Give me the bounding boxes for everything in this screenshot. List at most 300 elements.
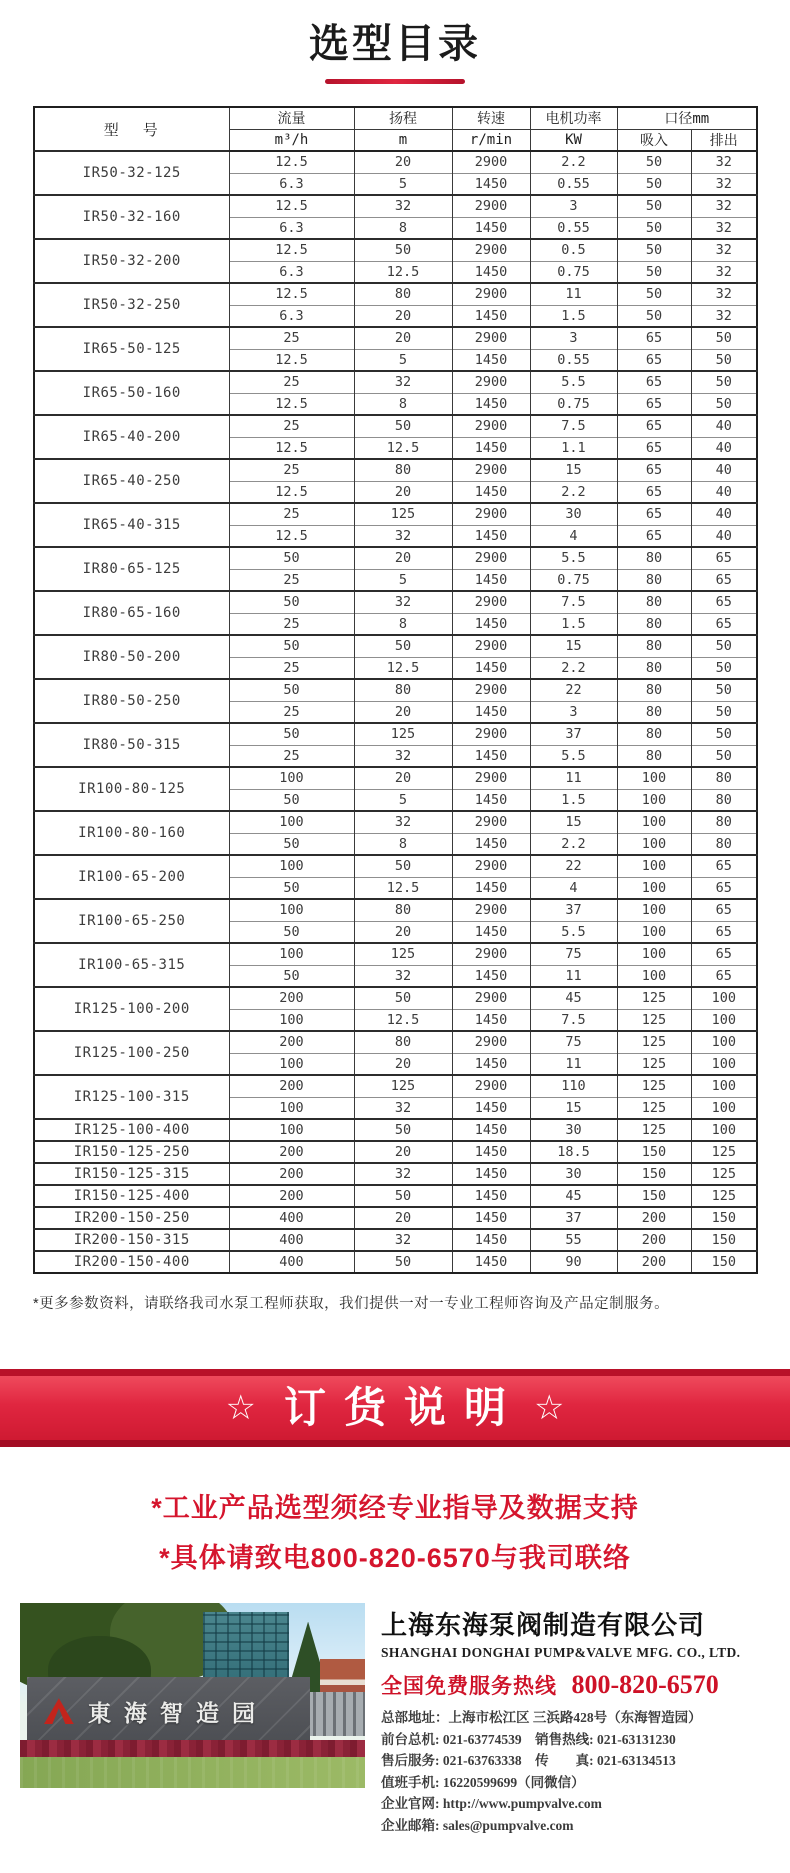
table-cell: 2900: [452, 723, 530, 745]
table-cell: 65: [617, 327, 691, 349]
table-cell: 8: [354, 393, 452, 415]
table-cell: 5: [354, 173, 452, 195]
table-cell: 65: [617, 459, 691, 481]
model-cell: IR150-125-315: [34, 1163, 229, 1185]
table-row: [34, 811, 757, 833]
model-cell: IR200-150-250: [34, 1207, 229, 1229]
table-row: [34, 723, 757, 745]
table-cell: 125: [354, 503, 452, 525]
table-cell: 65: [617, 371, 691, 393]
table-cell: 32: [691, 151, 757, 173]
table-cell: 0.55: [530, 349, 617, 371]
table-cell: 1450: [452, 261, 530, 283]
table-cell: 65: [691, 613, 757, 635]
table-cell: 125: [354, 723, 452, 745]
footnote: *更多参数资料，请联络我司水泵工程师获取，我们提供一对一专业工程师咨询及产品定制服务。: [33, 1296, 670, 1312]
table-cell: 80: [617, 723, 691, 745]
table-cell: 2900: [452, 987, 530, 1009]
sign-text: 東海智造园: [88, 1700, 268, 1726]
table-cell: 45: [530, 987, 617, 1009]
table-cell: 80: [617, 569, 691, 591]
table-row: [34, 1163, 757, 1185]
table-row: [34, 1031, 757, 1053]
table-cell: 50: [691, 745, 757, 767]
order-banner: [0, 1369, 790, 1447]
table-cell: 2.2: [530, 657, 617, 679]
table-cell: 11: [530, 283, 617, 305]
table-cell: 32: [691, 173, 757, 195]
model-cell: IR50-32-200: [34, 239, 229, 283]
table-cell: 20: [354, 305, 452, 327]
table-cell: 18.5: [530, 1141, 617, 1163]
table-cell: 2.2: [530, 833, 617, 855]
table-cell: 40: [691, 415, 757, 437]
table-cell: 0.5: [530, 239, 617, 261]
table-cell: 80: [617, 657, 691, 679]
table-cell: 5.5: [530, 371, 617, 393]
table-cell: 1450: [452, 1185, 530, 1207]
table-cell: 100: [617, 855, 691, 877]
table-cell: 1450: [452, 1163, 530, 1185]
table-cell: 20: [354, 767, 452, 789]
table-row: [34, 1251, 757, 1273]
table-cell: 20: [354, 1207, 452, 1229]
hotline-number: 800-820-6570: [571, 1670, 719, 1699]
table-cell: 400: [229, 1229, 354, 1251]
table-cell: 25: [229, 459, 354, 481]
table-cell: 200: [229, 1163, 354, 1185]
table-cell: 2900: [452, 811, 530, 833]
gate-illustration: [303, 1692, 365, 1736]
table-row: [34, 899, 757, 921]
table-cell: 50: [691, 349, 757, 371]
table-cell: 65: [617, 437, 691, 459]
factory-photo: [20, 1603, 365, 1788]
table-cell: 1450: [452, 525, 530, 547]
table-cell: 65: [691, 943, 757, 965]
table-row: [34, 635, 757, 657]
table-row: [34, 327, 757, 349]
table-cell: 32: [354, 591, 452, 613]
table-cell: 7.5: [530, 591, 617, 613]
table-cell: 1450: [452, 789, 530, 811]
table-cell: 1450: [452, 657, 530, 679]
header-unit: m: [354, 129, 452, 151]
table-cell: 50: [354, 987, 452, 1009]
table-cell: 12.5: [229, 151, 354, 173]
table-cell: 25: [229, 701, 354, 723]
table-cell: 7.5: [530, 415, 617, 437]
table-cell: 150: [617, 1185, 691, 1207]
table-cell: 200: [229, 1141, 354, 1163]
table-cell: 80: [617, 547, 691, 569]
table-cell: 32: [691, 195, 757, 217]
table-cell: 40: [691, 459, 757, 481]
table-cell: 1450: [452, 1119, 530, 1141]
far-building-illustration: [320, 1659, 365, 1696]
table-cell: 100: [617, 833, 691, 855]
table-cell: 37: [530, 899, 617, 921]
table-cell: 50: [691, 327, 757, 349]
table-cell: 125: [691, 1141, 757, 1163]
table-cell: 1450: [452, 965, 530, 987]
table-cell: 100: [617, 965, 691, 987]
model-cell: IR100-65-200: [34, 855, 229, 899]
table-cell: 25: [229, 415, 354, 437]
model-cell: IR80-65-160: [34, 591, 229, 635]
table-cell: 200: [617, 1207, 691, 1229]
table-cell: 80: [691, 811, 757, 833]
table-cell: 65: [617, 525, 691, 547]
table-cell: 3: [530, 327, 617, 349]
table-cell: 1450: [452, 613, 530, 635]
table-cell: 200: [617, 1251, 691, 1273]
table-cell: 100: [691, 1097, 757, 1119]
contact-line: 值班手机: 16220599699（同微信）: [381, 1774, 585, 1790]
footer: [20, 1603, 770, 1836]
table-cell: 200: [229, 1031, 354, 1053]
table-cell: 2900: [452, 591, 530, 613]
table-cell: 5: [354, 789, 452, 811]
table-cell: 20: [354, 701, 452, 723]
table-cell: 37: [530, 1207, 617, 1229]
header-model: 型 号: [34, 107, 229, 151]
table-cell: 20: [354, 1141, 452, 1163]
header-unit: m³/h: [229, 129, 354, 151]
model-cell: IR125-100-250: [34, 1031, 229, 1075]
table-cell: 50: [354, 635, 452, 657]
table-cell: 1450: [452, 173, 530, 195]
table-cell: 1.5: [530, 789, 617, 811]
table-cell: 1450: [452, 393, 530, 415]
table-cell: 12.5: [229, 349, 354, 371]
table-cell: 20: [354, 547, 452, 569]
contact-lines: [381, 1707, 770, 1836]
table-cell: 2900: [452, 635, 530, 657]
model-cell: IR50-32-125: [34, 151, 229, 195]
order-notes: [0, 1483, 790, 1583]
model-cell: IR80-50-315: [34, 723, 229, 767]
model-cell: IR50-32-160: [34, 195, 229, 239]
model-cell: IR125-100-400: [34, 1119, 229, 1141]
table-cell: 25: [229, 371, 354, 393]
table-cell: 3: [530, 195, 617, 217]
table-cell: 2900: [452, 943, 530, 965]
table-cell: 20: [354, 921, 452, 943]
table-cell: 20: [354, 327, 452, 349]
table-cell: 80: [354, 899, 452, 921]
table-cell: 32: [354, 965, 452, 987]
table-cell: 65: [691, 855, 757, 877]
table-cell: 50: [617, 261, 691, 283]
table-cell: 0.55: [530, 173, 617, 195]
model-cell: IR200-150-400: [34, 1251, 229, 1273]
table-cell: 100: [229, 1053, 354, 1075]
table-cell: 32: [354, 371, 452, 393]
table-cell: 50: [691, 657, 757, 679]
table-cell: 12.5: [354, 1009, 452, 1031]
table-cell: 80: [617, 679, 691, 701]
table-cell: 2900: [452, 547, 530, 569]
model-cell: IR200-150-315: [34, 1229, 229, 1251]
table-cell: 80: [617, 635, 691, 657]
table-cell: 8: [354, 217, 452, 239]
table-cell: 1450: [452, 305, 530, 327]
table-cell: 32: [691, 239, 757, 261]
table-cell: 0.75: [530, 569, 617, 591]
table-cell: 80: [354, 1031, 452, 1053]
table-cell: 20: [354, 151, 452, 173]
star-icon: ☆: [534, 1389, 565, 1427]
table-cell: 100: [617, 811, 691, 833]
table-cell: 55: [530, 1229, 617, 1251]
model-cell: IR100-80-125: [34, 767, 229, 811]
table-cell: 50: [354, 239, 452, 261]
title-underline-bar: [325, 79, 465, 84]
table-cell: 25: [229, 613, 354, 635]
banner-title: 订货说明: [283, 1384, 524, 1431]
table-cell: 2900: [452, 503, 530, 525]
header-discharge: 排出: [691, 129, 757, 151]
hotline: [381, 1670, 770, 1700]
table-cell: 25: [229, 657, 354, 679]
table-row: [34, 1185, 757, 1207]
table-cell: 15: [530, 811, 617, 833]
model-cell: IR65-40-250: [34, 459, 229, 503]
model-cell: IR80-50-250: [34, 679, 229, 723]
table-cell: 100: [691, 1031, 757, 1053]
table-cell: 20: [354, 481, 452, 503]
table-cell: 1450: [452, 745, 530, 767]
table-cell: 2900: [452, 1031, 530, 1053]
table-cell: 100: [229, 899, 354, 921]
table-cell: 40: [691, 437, 757, 459]
table-cell: 12.5: [229, 393, 354, 415]
table-cell: 125: [354, 943, 452, 965]
table-cell: 200: [229, 1075, 354, 1097]
table-cell: 100: [229, 943, 354, 965]
table-cell: 50: [617, 305, 691, 327]
contact-line: 售后服务: 021-63763338 传 真: 021-63134513: [381, 1753, 676, 1768]
table-cell: 1450: [452, 349, 530, 371]
table-cell: 2900: [452, 679, 530, 701]
table-cell: 2900: [452, 899, 530, 921]
table-cell: 25: [229, 745, 354, 767]
table-cell: 2900: [452, 195, 530, 217]
table-row: [34, 1119, 757, 1141]
table-cell: 5.5: [530, 921, 617, 943]
table-cell: 12.5: [229, 195, 354, 217]
table-cell: 12.5: [229, 437, 354, 459]
table-cell: 32: [354, 1229, 452, 1251]
table-cell: 30: [530, 1163, 617, 1185]
contact-line: 企业官网: http://www.pumpvalve.com: [381, 1796, 602, 1811]
table-cell: 100: [229, 767, 354, 789]
table-cell: 100: [617, 789, 691, 811]
table-cell: 45: [530, 1185, 617, 1207]
table-cell: 65: [617, 415, 691, 437]
table-cell: 32: [691, 283, 757, 305]
table-cell: 50: [229, 789, 354, 811]
table-cell: 12.5: [354, 877, 452, 899]
table-cell: 2900: [452, 327, 530, 349]
table-cell: 80: [617, 591, 691, 613]
order-note: *工业产品选型须经专业指导及数据支持: [151, 1493, 639, 1523]
company-logo-icon: [44, 1698, 74, 1724]
table-cell: 1450: [452, 481, 530, 503]
table-cell: 30: [530, 1119, 617, 1141]
header-col: 流量: [229, 107, 354, 129]
table-cell: 150: [691, 1229, 757, 1251]
model-cell: IR150-125-250: [34, 1141, 229, 1163]
table-cell: 50: [354, 1251, 452, 1273]
table-cell: 50: [354, 855, 452, 877]
table-cell: 100: [229, 1009, 354, 1031]
table-cell: 50: [617, 283, 691, 305]
table-cell: 150: [617, 1163, 691, 1185]
table-cell: 15: [530, 1097, 617, 1119]
header-col: 转速: [452, 107, 530, 129]
table-cell: 50: [229, 723, 354, 745]
table-cell: 8: [354, 613, 452, 635]
header-unit: KW: [530, 129, 617, 151]
table-cell: 80: [691, 789, 757, 811]
table-cell: 32: [354, 1163, 452, 1185]
table-cell: 125: [617, 1053, 691, 1075]
table-row: [34, 283, 757, 305]
star-icon: ☆: [225, 1389, 256, 1427]
model-cell: IR100-65-315: [34, 943, 229, 987]
table-cell: 22: [530, 855, 617, 877]
table-cell: 50: [229, 965, 354, 987]
model-cell: IR80-50-200: [34, 635, 229, 679]
table-cell: 90: [530, 1251, 617, 1273]
table-cell: 200: [617, 1229, 691, 1251]
table-cell: 6.3: [229, 261, 354, 283]
table-cell: 50: [229, 921, 354, 943]
company-name-en: SHANGHAI DONGHAI PUMP&VALVE MFG. CO., LTD.: [381, 1645, 741, 1660]
table-cell: 5: [354, 569, 452, 591]
table-cell: 50: [354, 1185, 452, 1207]
table-cell: 8: [354, 833, 452, 855]
table-cell: 80: [617, 613, 691, 635]
table-cell: 200: [229, 1185, 354, 1207]
table-cell: 4: [530, 525, 617, 547]
table-cell: 50: [617, 151, 691, 173]
model-cell: IR65-50-160: [34, 371, 229, 415]
table-cell: 32: [354, 811, 452, 833]
table-cell: 400: [229, 1207, 354, 1229]
table-cell: 80: [354, 679, 452, 701]
model-cell: IR80-65-125: [34, 547, 229, 591]
table-cell: 2900: [452, 283, 530, 305]
table-cell: 400: [229, 1251, 354, 1273]
table-cell: 50: [229, 547, 354, 569]
table-cell: 80: [691, 767, 757, 789]
table-cell: 1450: [452, 921, 530, 943]
table-cell: 32: [354, 745, 452, 767]
table-row: [34, 415, 757, 437]
table-cell: 5.5: [530, 547, 617, 569]
table-cell: 65: [691, 899, 757, 921]
hotline-label: 全国免费服务热线: [381, 1675, 557, 1698]
table-cell: 1.5: [530, 613, 617, 635]
table-cell: 2900: [452, 767, 530, 789]
table-cell: 4: [530, 877, 617, 899]
table-cell: 12.5: [354, 261, 452, 283]
table-cell: 11: [530, 965, 617, 987]
table-cell: 2900: [452, 459, 530, 481]
contact-line: 前台总机: 021-63774539 销售热线: 021-63131230: [381, 1731, 676, 1747]
table-cell: 65: [691, 591, 757, 613]
table-row: [34, 151, 757, 173]
table-cell: 3: [530, 701, 617, 723]
table-cell: 2900: [452, 415, 530, 437]
model-cell: IR65-40-200: [34, 415, 229, 459]
table-cell: 80: [354, 459, 452, 481]
table-cell: 15: [530, 459, 617, 481]
table-cell: 6.3: [229, 173, 354, 195]
table-cell: 32: [691, 217, 757, 239]
table-cell: 6.3: [229, 305, 354, 327]
table-cell: 100: [229, 1119, 354, 1141]
table-cell: 125: [354, 1075, 452, 1097]
table-cell: 65: [691, 547, 757, 569]
table-cell: 50: [691, 701, 757, 723]
table-cell: 2900: [452, 371, 530, 393]
table-row: [34, 591, 757, 613]
table-cell: 50: [229, 591, 354, 613]
table-cell: 100: [617, 899, 691, 921]
table-cell: 100: [229, 1097, 354, 1119]
spec-table: [33, 106, 758, 1274]
table-cell: 22: [530, 679, 617, 701]
table-cell: 65: [691, 877, 757, 899]
table-row: [34, 459, 757, 481]
table-cell: 37: [530, 723, 617, 745]
table-cell: 12.5: [229, 525, 354, 547]
table-cell: 50: [229, 833, 354, 855]
table-cell: 65: [617, 481, 691, 503]
table-cell: 50: [354, 1119, 452, 1141]
table-cell: 2900: [452, 1075, 530, 1097]
table-cell: 2.2: [530, 151, 617, 173]
table-cell: 5.5: [530, 745, 617, 767]
table-cell: 50: [229, 635, 354, 657]
table-cell: 50: [617, 195, 691, 217]
table-cell: 75: [530, 1031, 617, 1053]
table-cell: 80: [617, 745, 691, 767]
table-cell: 65: [691, 965, 757, 987]
table-cell: 40: [691, 503, 757, 525]
table-cell: 1450: [452, 701, 530, 723]
table-cell: 12.5: [354, 657, 452, 679]
sign-wall: [27, 1677, 310, 1745]
model-cell: IR125-100-315: [34, 1075, 229, 1119]
table-cell: 65: [691, 569, 757, 591]
table-cell: 50: [691, 723, 757, 745]
model-cell: IR100-65-250: [34, 899, 229, 943]
table-cell: 1450: [452, 217, 530, 239]
table-cell: 5: [354, 349, 452, 371]
page-title: 选型目录: [309, 22, 481, 66]
table-row: [34, 195, 757, 217]
table-cell: 2.2: [530, 481, 617, 503]
table-cell: 150: [691, 1251, 757, 1273]
table-cell: 50: [617, 239, 691, 261]
company-name-cn: 上海东海泵阀制造有限公司: [381, 1610, 706, 1640]
table-cell: 75: [530, 943, 617, 965]
